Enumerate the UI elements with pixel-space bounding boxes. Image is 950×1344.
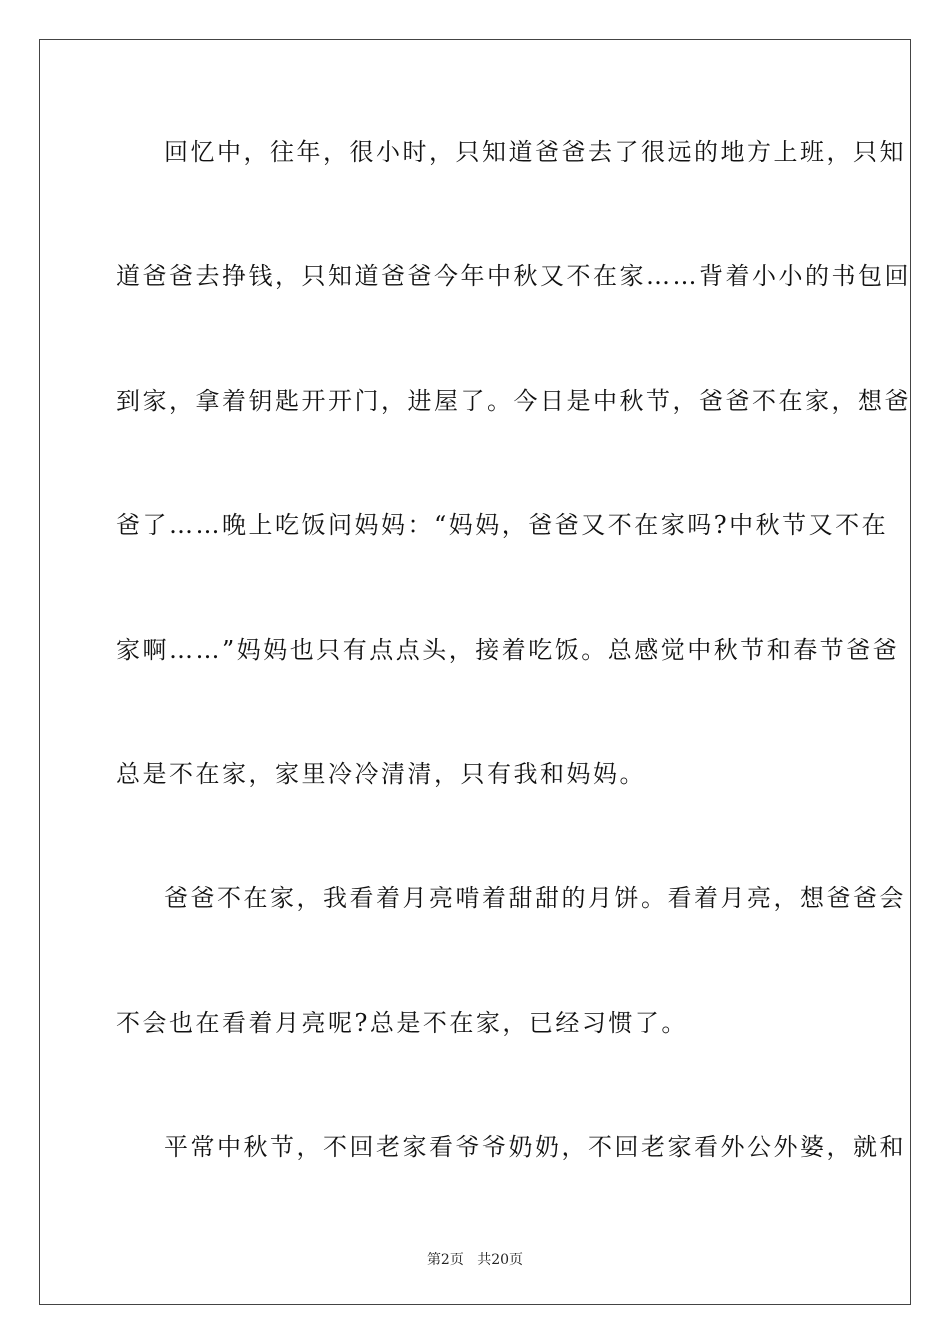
page-footer (0, 1249, 950, 1269)
paragraph-2-line-1: 爸爸不在家，我看着月亮啃着甜甜的月饼。看着月亮，想爸爸会 (164, 884, 906, 912)
page-border (39, 39, 911, 1305)
page-number: 第2页 (426, 1252, 464, 1268)
paragraph-1-line-3: 到家，拿着钥匙开开门，进屋了。今日是中秋节，爸爸不在家，想爸 (116, 387, 911, 415)
page-total: 共20页 (477, 1252, 524, 1268)
paragraph-1-line-6: 总是不在家，家里冷冷清清，只有我和妈妈。 (116, 760, 646, 788)
paragraph-1-line-1: 回忆中，往年，很小时，只知道爸爸去了很远的地方上班，只知 (164, 138, 906, 166)
paragraph-2-line-2: 不会也在看着月亮呢?总是不在家，已经习惯了。 (116, 1009, 688, 1037)
paragraph-1-line-5: 家啊……”妈妈也只有点点头，接着吃饭。总感觉中秋节和春节爸爸 (116, 636, 900, 664)
paragraph-1-line-4: 爸了……晚上吃饭问妈妈：“妈妈，爸爸又不在家吗?中秋节又不在 (116, 511, 889, 539)
paragraph-3-line-1: 平常中秋节，不回老家看爷爷奶奶，不回老家看外公外婆，就和 (164, 1133, 906, 1161)
paragraph-1-line-2: 道爸爸去挣钱，只知道爸爸今年中秋又不在家……背着小小的书包回 (116, 262, 911, 290)
